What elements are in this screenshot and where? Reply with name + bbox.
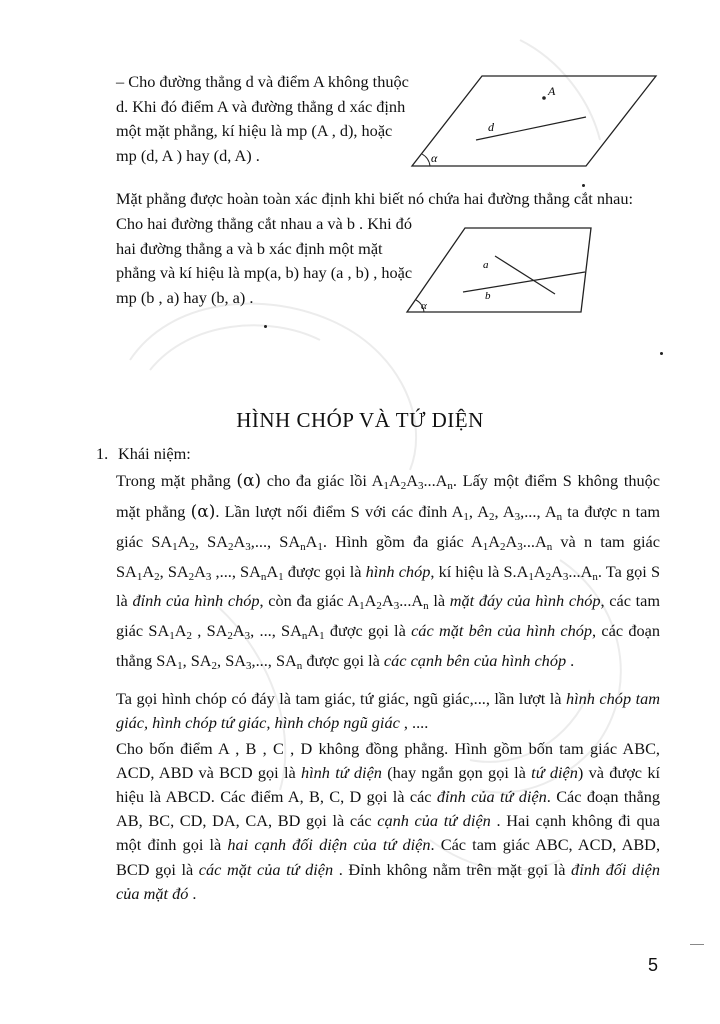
term-italic: các mặt của tứ diện xyxy=(198,859,334,879)
text-run: Ta gọi hình chóp có đáy là tam giác, tứ giác, ngũ giác,..., lần lượt là xyxy=(116,689,566,709)
section-title: HÌNH CHÓP VÀ TỨ DIỆN xyxy=(236,408,484,432)
text-run: . Đỉnh không nằm trên mặt gọi là xyxy=(333,859,572,879)
main-body xyxy=(116,466,660,906)
stray-dot xyxy=(264,325,267,328)
figure2-label-b: b xyxy=(485,290,491,302)
subsection-heading xyxy=(96,442,191,466)
term-italic: hình chóp xyxy=(365,561,431,581)
figure1-label-d: d xyxy=(488,120,494,134)
tetrahedron-definition-paragraph xyxy=(116,737,660,906)
figure2-label-a: a xyxy=(483,259,489,271)
text-run: . Ta gọi S là xyxy=(116,561,660,611)
text-run: , .... xyxy=(399,713,429,733)
text-run: là xyxy=(428,591,450,611)
term-italic: hai cạnh đối diện của tứ diện xyxy=(227,835,431,855)
text-run: cho đa giác lồi xyxy=(261,471,372,490)
figure1-label-alpha: α xyxy=(431,151,438,165)
term-italic: mặt đáy của hình chóp xyxy=(449,591,601,611)
text-run: . Hình gồm đa giác xyxy=(322,532,471,552)
term-italic: hình tứ diện xyxy=(301,762,382,782)
intro-paragraph-intersecting-lines: Cho hai đường thẳng cắt nhau a và b . Khi đó hai đường thẳng a và b xác định một mặt phẳng và kí hiệu là mp(a, b) hay (a , b) , hoặc mp (b , a) hay (b, a) . xyxy=(116,214,413,307)
text-run: . xyxy=(566,650,575,670)
term-italic: các cạnh bên của hình chóp xyxy=(383,650,567,670)
pyramid-definition-paragraph: Trong mặt phẳng (α) cho đa giác lồi $A_1A_2A_3...A_n$. Lấy một điểm S không thuộc mặt phẳng (α). Lần lượt nối điểm S với các đỉnh $A_1$, $A_2$, $A_3$,..., $A_n$ ta được n tam giác $SA_1A_2$, $SA_2A_3$,..., $SA_nA_1$. Hình gồm đa giác $A_1A_2A_3...A_n$ và n tam giác $SA_1A_2$, $SA_2A_3$ ,..., $SA_nA_1$ được gọi là hình chóp, kí hiệu là $S.A_1A_2A_3...A_n$. Ta gọi S là đỉnh của hình chóp, còn đa giác $A_1A_2A_3...A_n$ là mặt đáy của hình chóp, các tam giác $SA_1A_2$ , $SA_2A_3$, ..., $SA_nA_1$ được gọi là các mặt bên của hình chóp, các đoạn thẳng $SA_1$, $SA_2$, $SA_3$,..., $SA_n$ được gọi là các cạnh bên của hình chóp . xyxy=(116,471,661,672)
alpha-symbol: (α) xyxy=(190,501,216,522)
text-run: và n tam giác xyxy=(552,532,661,552)
term-italic: đỉnh của tứ diện xyxy=(436,786,547,806)
term-italic: hình chóp tam giác, hình chóp tứ giác, hình chóp ngũ giác xyxy=(116,689,660,733)
figure-plane-point-line xyxy=(410,68,660,173)
figure-plane-intersecting-lines xyxy=(405,222,595,318)
page-number: 5 xyxy=(648,955,659,975)
text-run: ) và được kí hiệu là ABCD. Các điểm A, B, C, D gọi là các xyxy=(116,762,660,806)
text-run: . Các tam giác ABC, ACD, ABD, BCD gọi là xyxy=(116,835,661,879)
term-italic: đỉnh của hình chóp xyxy=(132,591,260,611)
text-run: , các đoạn thẳng xyxy=(116,620,660,670)
text-run: . Các đoạn thẳng AB, BC, CD, DA, CA, BD gọi là các xyxy=(116,786,660,831)
text-run: . Hai cạnh không đi qua một đỉnh gọi là xyxy=(116,811,660,855)
subsection-number: 1. xyxy=(96,444,109,463)
subsection-heading-text: Khái niệm: xyxy=(118,444,191,463)
text-run: Cho bốn điểm A , B , C , D không đồng phẳng. Hình gồm bốn tam giác ABC, ACD, ABD và BCD gọi là xyxy=(116,738,660,782)
text-run: ta được n tam giác xyxy=(116,501,661,552)
term-italic: cạnh của tứ diện xyxy=(377,811,491,831)
figure2-label-alpha: α xyxy=(421,300,427,312)
text-run: (hay ngắn gọn gọi là xyxy=(381,762,532,782)
term-italic: tứ diện xyxy=(531,762,578,782)
term-italic: đỉnh đối diện của mặt đó xyxy=(116,859,661,903)
text-run: . xyxy=(188,883,197,903)
text-run: được gọi là xyxy=(283,561,366,581)
text-run: được gọi là xyxy=(324,620,412,640)
text-run: , còn đa giác xyxy=(259,591,348,611)
text-run: . Lấy một điểm S không thuộc mặt phẳng xyxy=(116,471,661,521)
alpha-symbol: (α) xyxy=(236,471,262,491)
pyramid-types-paragraph xyxy=(116,687,660,735)
stray-dot xyxy=(660,352,663,355)
text-run: . Lần lượt nối điểm S với các đỉnh xyxy=(215,501,452,521)
intro-paragraph-point-line: – Cho đường thẳng d và điểm A không thuộc d. Khi đó điểm A và đường thẳng d xác định một mặt phẳng, kí hiệu là mp (A , d), hoặc mp (d, A ) hay (d, A) . xyxy=(116,72,409,165)
text-run: , kí hiệu là xyxy=(430,561,504,581)
text-run: , các tam giác xyxy=(116,591,661,640)
text-run: được gọi là xyxy=(302,650,384,670)
figure1-label-a: A xyxy=(548,84,556,98)
text-run: Trong mặt phẳng xyxy=(116,471,237,490)
intro-paragraph-two-lines: Mặt phẳng được hoàn toàn xác định khi biết nó chứa hai đường thẳng cắt nhau: xyxy=(116,189,634,208)
page-margin-rule xyxy=(690,944,704,945)
term-italic: các mặt bên của hình chóp xyxy=(411,620,593,640)
